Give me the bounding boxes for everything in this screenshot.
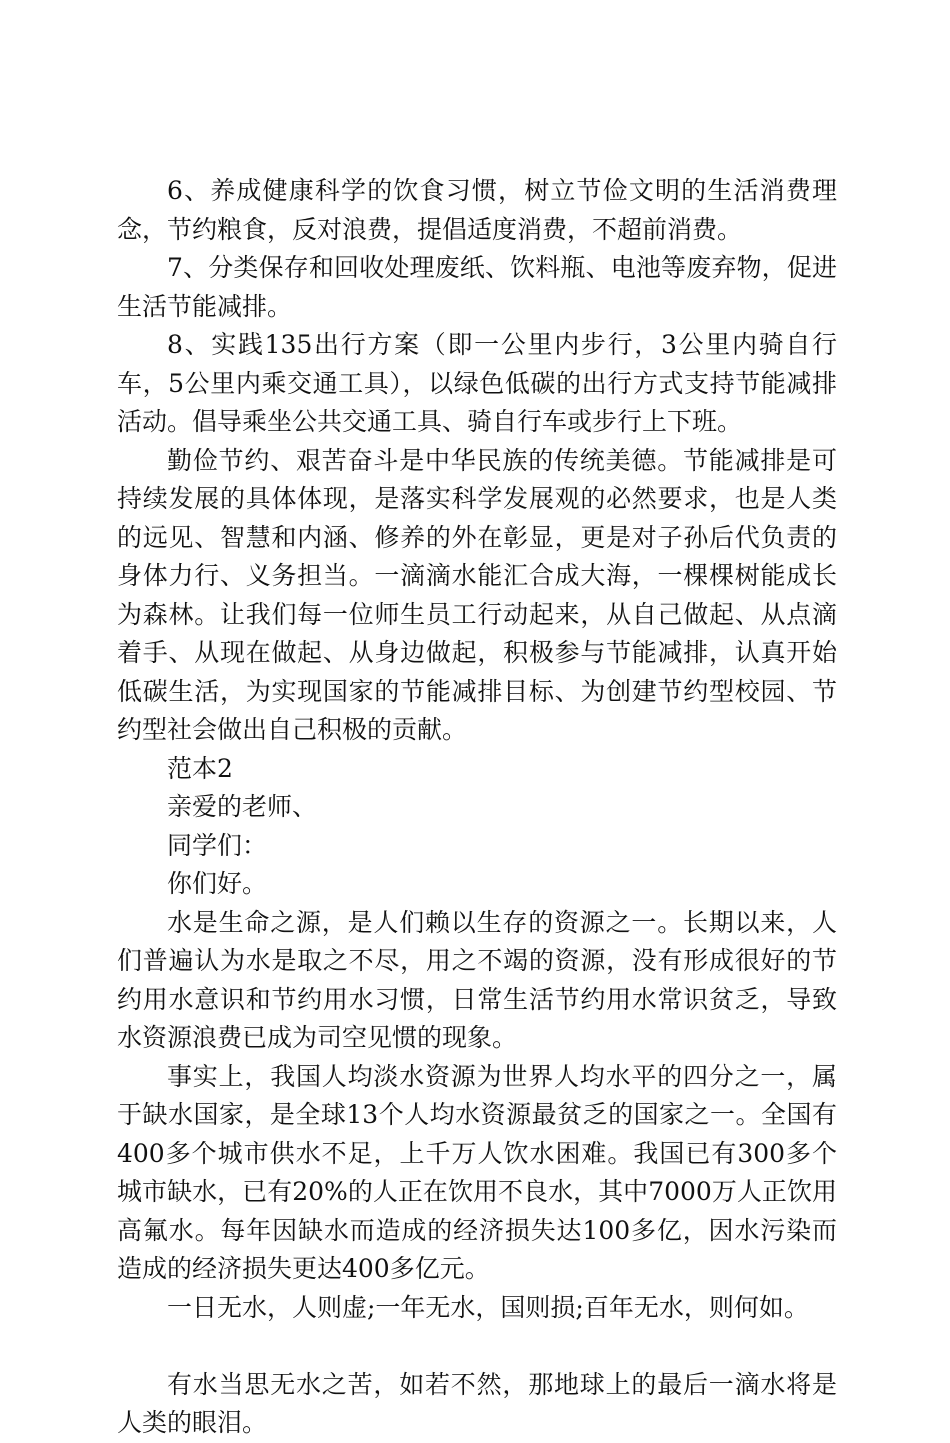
salutation-line-2: 同学们： [167, 830, 268, 860]
greeting: 你们好。 [167, 869, 268, 898]
document-body [117, 172, 837, 1443]
salutation-line-1: 亲爱的老师、 [167, 792, 318, 821]
paragraph-water-facts: 事实上，我国人均淡水资源为世界人均水平的四分之一，属于缺水国家，是全球13个人均水资源最贫乏的国家之一。全国有400多个城市供水不足，上千万人饮水困难。我国已有300多个城市缺水，已有20%的人正在饮用不良水，其中7000万人正饮用高氟水。每年因缺水而造成的经济损失达100多亿，因水污染而造成的经济损失更达400多亿元。 [117, 1061, 837, 1283]
blank-line [117, 1327, 837, 1366]
section-heading: 范本2 [167, 753, 233, 783]
paragraph-conclusion: 勤俭节约、艰苦奋斗是中华民族的传统美德。节能减排是可持续发展的具体体现，是落实科学发展观的必然要求，也是人类的远见、智慧和内涵、修养的外在彰显，更是对子孙后代负责的身体力行、义务担当。一滴滴水能汇合成大海，一棵棵树能成长为森林。让我们每一位师生员工行动起来，从自己做起、从点滴着手、从现在做起、从身边做起，积极参与节能减排，认真开始低碳生活，为实现国家的节能减排目标、为创建节约型校园、节约型社会做出自己积极的贡献。 [117, 445, 837, 744]
paragraph-water-source: 水是生命之源，是人们赖以生存的资源之一。长期以来，人们普遍认为水是取之不尽，用之不竭的资源，没有形成很好的节约用水意识和节约用水习惯，日常生活节约用水常识贫乏，导致水资源浪费已成为司空见惯的现象。 [117, 907, 837, 1052]
paragraph-item-7: 7、分类保存和回收处理废纸、饮料瓶、电池等废弃物，促进生活节能减排。 [117, 253, 837, 321]
paragraph-closing: 有水当思无水之苦，如若不然，那地球上的最后一滴水将是人类的眼泪。 [117, 1369, 837, 1437]
paragraph-item-6: 6、养成健康科学的饮食习惯，树立节俭文明的生活消费理念，节约粮食，反对浪费，提倡适度消费，不超前消费。 [117, 176, 837, 244]
paragraph-item-8: 8、实践135出行方案（即一公里内步行，3公里内骑自行车，5公里内乘交通工具），以绿色低碳的出行方式支持节能减排活动。倡导乘坐公共交通工具、骑自行车或步行上下班。 [117, 330, 837, 436]
paragraph-proverb: 一日无水，人则虚;一年无水，国则损;百年无水，则何如。 [167, 1292, 809, 1322]
